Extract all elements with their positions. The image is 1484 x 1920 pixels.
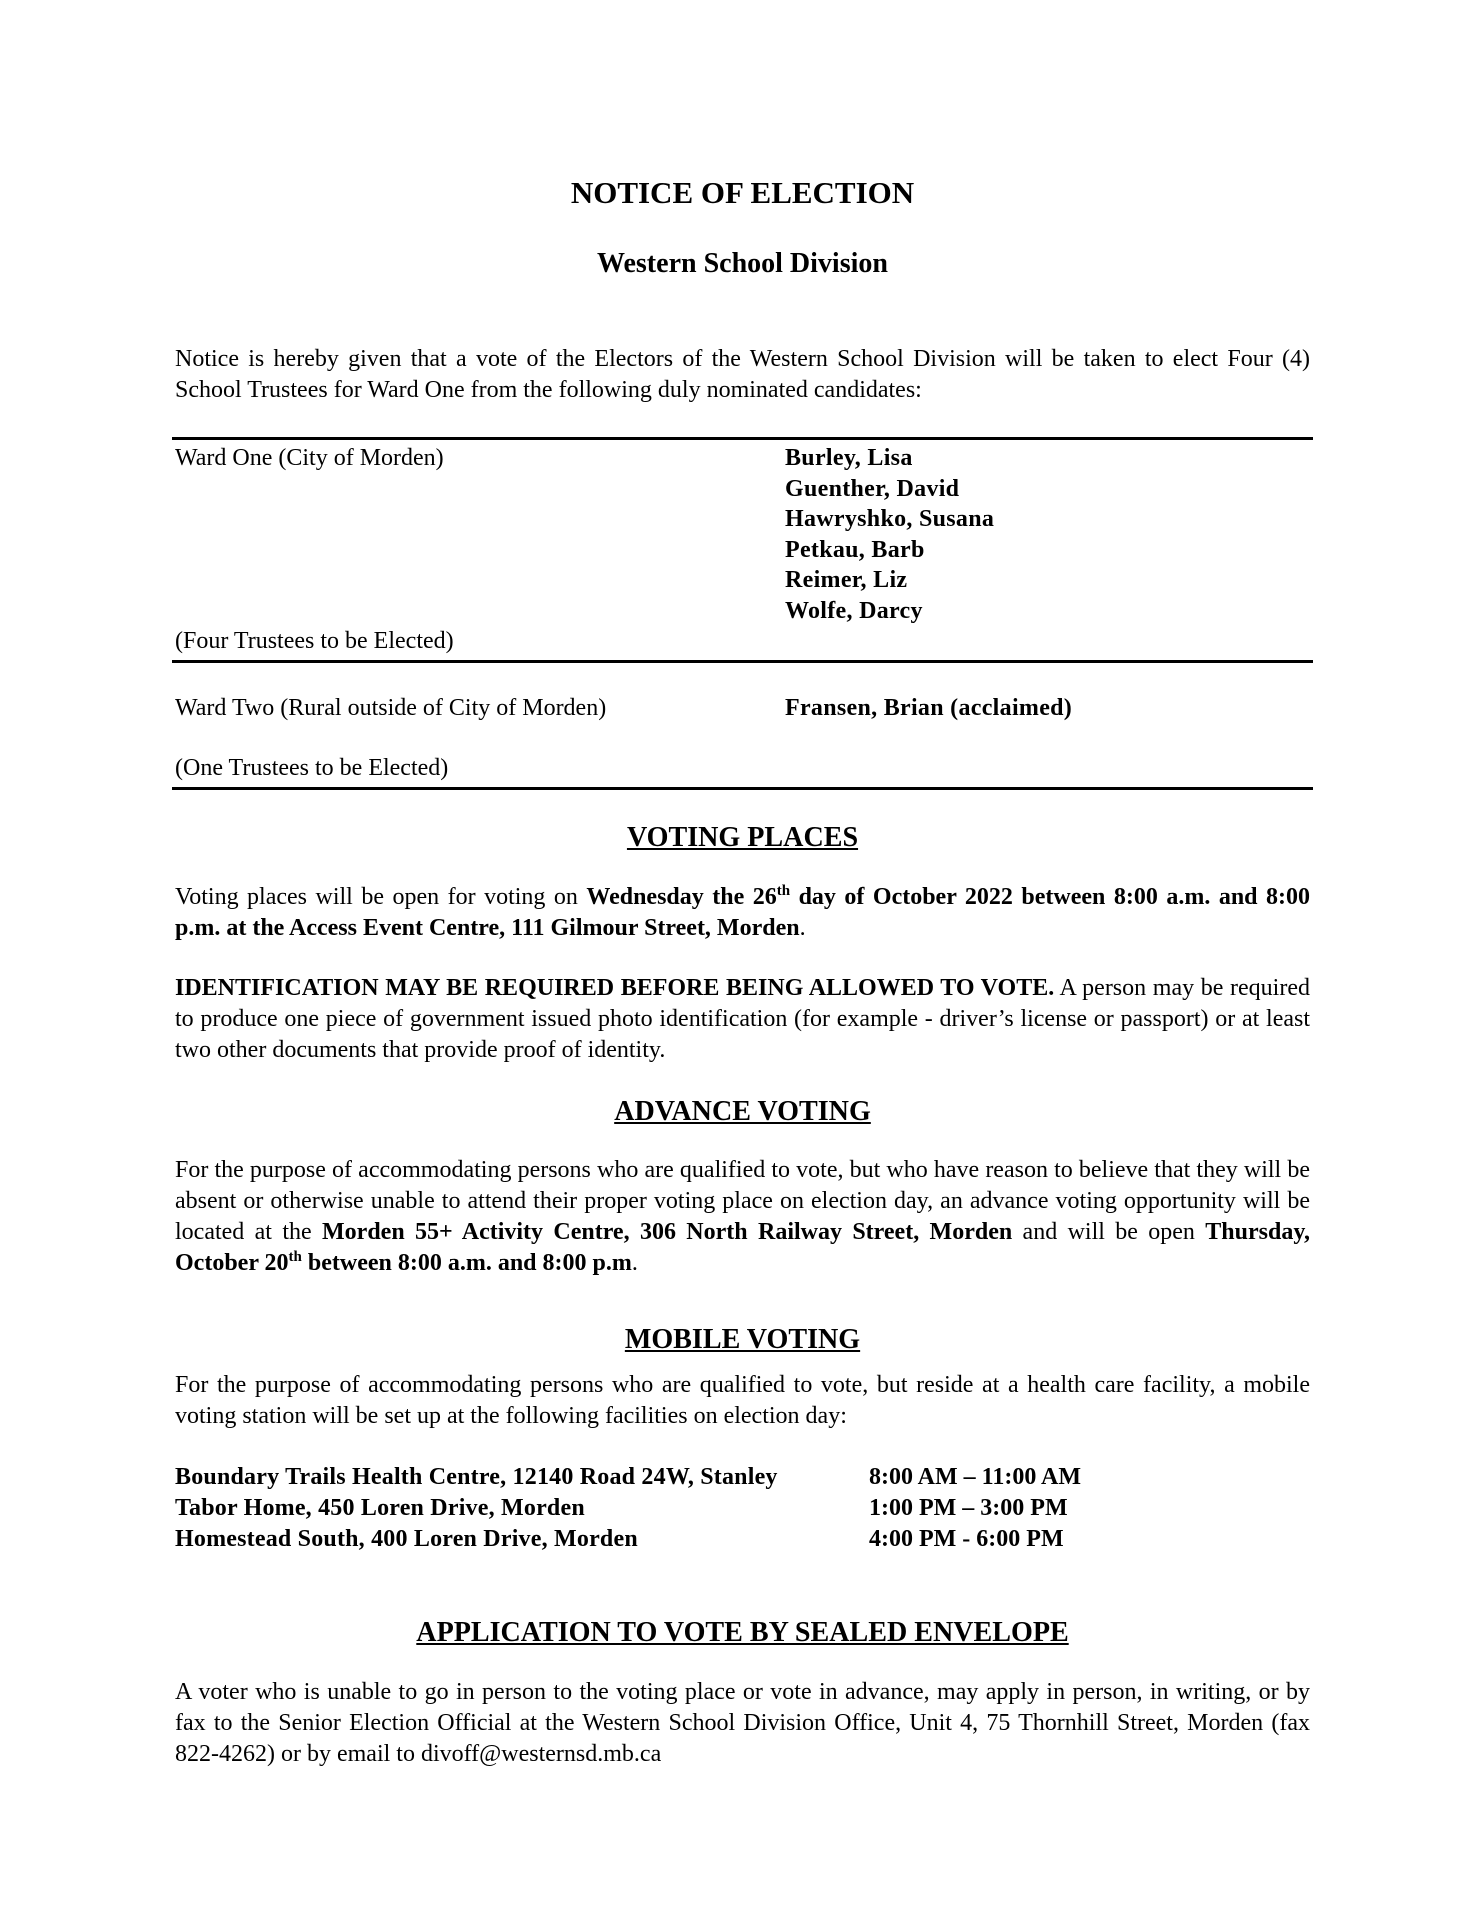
facility-row: [175, 1524, 1310, 1555]
identification-warning: IDENTIFICATION MAY BE REQUIRED BEFORE BEING ALLOWED TO VOTE.: [175, 975, 1055, 1001]
candidate-name: Reimer, Liz: [785, 567, 908, 593]
identification-text: A person may be required to produce one piece of government issued photo identification (for example - driver’s license or passport) or at least two other documents that provide proof of identity.: [175, 975, 1310, 1063]
candidate-name: Guenther, David: [785, 475, 960, 502]
voting-date-text: Wednesday the 26: [586, 884, 777, 910]
candidate-name: Burley, Lisa: [785, 445, 913, 471]
mobile-voting-heading: MOBILE VOTING: [624, 1324, 861, 1355]
advance-voting-text: For the purpose of accommodating persons who are qualified to vote, but who have reason to believe that they will be absent or otherwise unable to attend their proper voting place on election day, an advance voting opportunity will be located at the: [175, 1157, 1310, 1245]
table-bottom-rule: [172, 787, 1313, 790]
candidate-name: Fransen, Brian (acclaimed): [785, 695, 1073, 721]
candidate-name: Wolfe, Darcy: [785, 597, 923, 624]
facility-row: [175, 1493, 1310, 1524]
facility-name: Homestead South, 400 Loren Drive, Morden: [175, 1526, 638, 1552]
ward-two-candidates: [785, 693, 1072, 724]
sealed-envelope-paragraph: A voter who is unable to go in person to the voting place or vote in advance, may apply in person, in writing, or by fax to the Senior Election Official at the Western School Division Office, Unit 4, 75 Thornhill Street, Morden (fax 822-4262) or by email to divoff@westernsd.mb.ca: [175, 1679, 1310, 1767]
advance-voting-hours: between 8:00 a.m. and 8:00 p.m: [301, 1250, 632, 1276]
date-suffix: th: [288, 1249, 302, 1265]
voting-places-heading: VOTING PLACES: [626, 822, 859, 853]
facility-name: Tabor Home, 450 Loren Drive, Morden: [175, 1495, 585, 1521]
period: .: [799, 915, 806, 941]
candidate-name: Petkau, Barb: [785, 536, 925, 563]
table-top-rule: [172, 437, 1313, 440]
ward-one-candidates: [785, 443, 994, 626]
facility-time: 8:00 AM – 11:00 AM: [869, 1464, 1081, 1490]
division-name: Western School Division: [597, 248, 888, 279]
ward-two-name: Ward Two (Rural outside of City of Morden): [175, 695, 607, 721]
notice-title: NOTICE OF ELECTION: [570, 175, 915, 210]
advance-voting-text: and will be open: [1012, 1219, 1206, 1245]
identification-paragraph: [175, 973, 1310, 1066]
facility-time: 4:00 PM - 6:00 PM: [869, 1526, 1064, 1552]
candidate-name: Hawryshko, Susana: [785, 506, 995, 532]
advance-voting-location: Morden 55+ Activity Centre, 306 North Railway Street, Morden: [322, 1219, 1013, 1245]
facility-time: 1:00 PM – 3:00 PM: [869, 1495, 1068, 1521]
ward-one-note: (Four Trustees to be Elected): [175, 628, 454, 654]
date-suffix: th: [776, 883, 791, 899]
facility-row: [175, 1462, 1310, 1493]
ward-two-note: (One Trustees to be Elected): [175, 755, 449, 781]
voting-places-text: Voting places will be open for voting on: [175, 884, 587, 910]
sealed-envelope-heading: APPLICATION TO VOTE BY SEALED ENVELOPE: [416, 1617, 1069, 1648]
ward-one-name: Ward One (City of Morden): [175, 445, 444, 471]
ward-divider-rule: [172, 660, 1313, 663]
period: .: [631, 1250, 638, 1276]
intro-paragraph: Notice is hereby given that a vote of the Electors of the Western School Division will be taken to elect Four (4) School Trustees for Ward One from the following duly nominated candidates:: [175, 346, 1310, 403]
facility-name: Boundary Trails Health Centre, 12140 Road 24W, Stanley: [175, 1464, 778, 1490]
advance-voting-heading: ADVANCE VOTING: [614, 1096, 871, 1127]
advance-voting-paragraph: [175, 1155, 1310, 1279]
mobile-voting-paragraph: For the purpose of accommodating persons who are qualified to vote, but reside at a health care facility, a mobile voting station will be set up at the following facilities on election day:: [175, 1372, 1310, 1429]
voting-location-text: day of October 2022 between 8:00 a.m. and 8:00 p.m. at the Access Event Centre, 111 Gilmour Street, Morden: [175, 884, 1311, 941]
advance-voting-date: Thursday, October 20: [175, 1219, 1310, 1276]
voting-places-paragraph: [175, 882, 1310, 944]
